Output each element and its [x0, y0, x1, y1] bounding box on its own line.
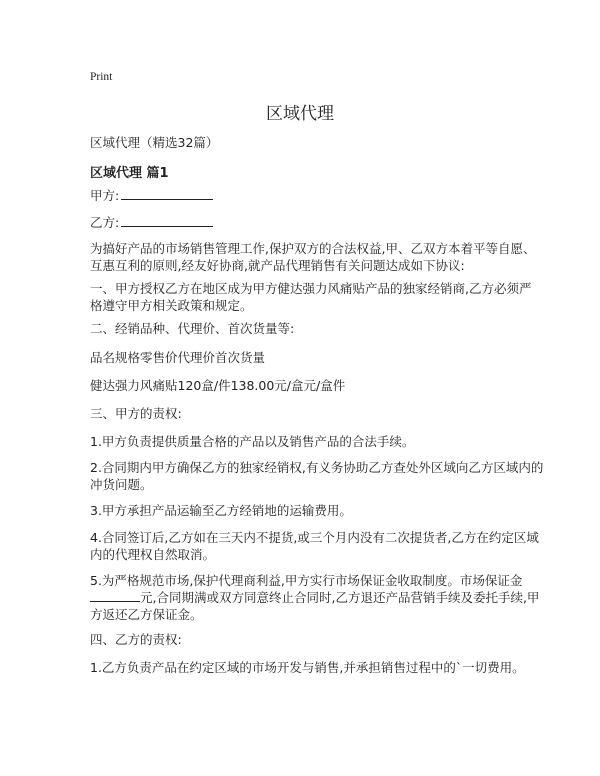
item-5-line-text: 元,合同期满或双方同意终止合同时,乙方退还产品营销手续及委托手续,甲 [140, 590, 540, 605]
deposit-amount-blank [90, 589, 140, 602]
item-5-line: 方返还乙方保证金。 [90, 607, 203, 622]
item-5-line: 5.为严格规范市场,保护代理商利益,甲方实行市场保证金收取制度。市场保证金 [90, 573, 523, 588]
clause-1-line: 格遵守甲方相关政策和规定。 [90, 298, 253, 313]
clause-3-item-4 [90, 529, 539, 563]
clause-1 [90, 280, 531, 314]
item-5-line [90, 589, 539, 606]
clause-4-item-1: 1.乙方负责产品在约定区域的市场开发与销售,并承担销售过程中的`一切费用。 [90, 660, 525, 675]
clause-2: 二、经销品种、代理价、首次货量等: [90, 321, 295, 336]
section-heading: 区域代理 篇1 [90, 166, 169, 181]
intro-line: 为搞好产品的市场销售管理工作,保护双方的合法权益,甲、乙双方本着平等自愿、 [90, 241, 536, 256]
table-header-line: 品名规格零售价代理价首次货量 [90, 350, 266, 365]
intro-paragraph [90, 240, 535, 274]
document-title: 区域代理 [266, 104, 334, 124]
intro-line: 互惠互利的原则,经友好协商,就产品代理销售有关问题达成如下协议: [90, 258, 465, 273]
clause-1-line: 一、甲方授权乙方在地区成为甲方健达强力风痛贴产品的独家经销商,乙方必须严 [90, 281, 532, 296]
party-b-label: 乙方: [90, 215, 120, 230]
print-label: Print [90, 71, 113, 83]
clause-3-item-3: 3.甲方承担产品运输至乙方经销地的运输费用。 [90, 503, 352, 518]
table-row-line: 健达强力风痛贴120盒/件138.00元/盒元/盒件 [90, 378, 346, 393]
party-a-blank-line [121, 187, 213, 200]
item-2-line: 2.合同期内甲方确保乙方的独家经销权,有义务协助乙方查处外区域向乙方区域内的 [90, 460, 544, 475]
item-2-line: 冲货问题。 [90, 477, 153, 492]
party-a-field [90, 186, 213, 204]
item-4-line: 4.合同签订后,乙方如在三天内不提货,或三个月内没有二次提货者,乙方在约定区域 [90, 530, 539, 545]
party-b-blank-line [121, 214, 213, 227]
clause-4: 四、乙方的责权: [90, 632, 182, 647]
clause-3-item-1: 1.甲方负责提供质量合格的产品以及销售产品的合法手续。 [90, 434, 415, 449]
party-a-label: 甲方: [90, 188, 120, 203]
item-4-line: 内的代理权自然取消。 [90, 547, 216, 562]
clause-3-item-2 [90, 459, 543, 493]
clause-3: 三、甲方的责权: [90, 406, 182, 421]
clause-3-item-5 [90, 572, 539, 623]
party-b-field [90, 213, 213, 231]
document-subtitle: 区域代理（精选32篇） [90, 135, 219, 150]
